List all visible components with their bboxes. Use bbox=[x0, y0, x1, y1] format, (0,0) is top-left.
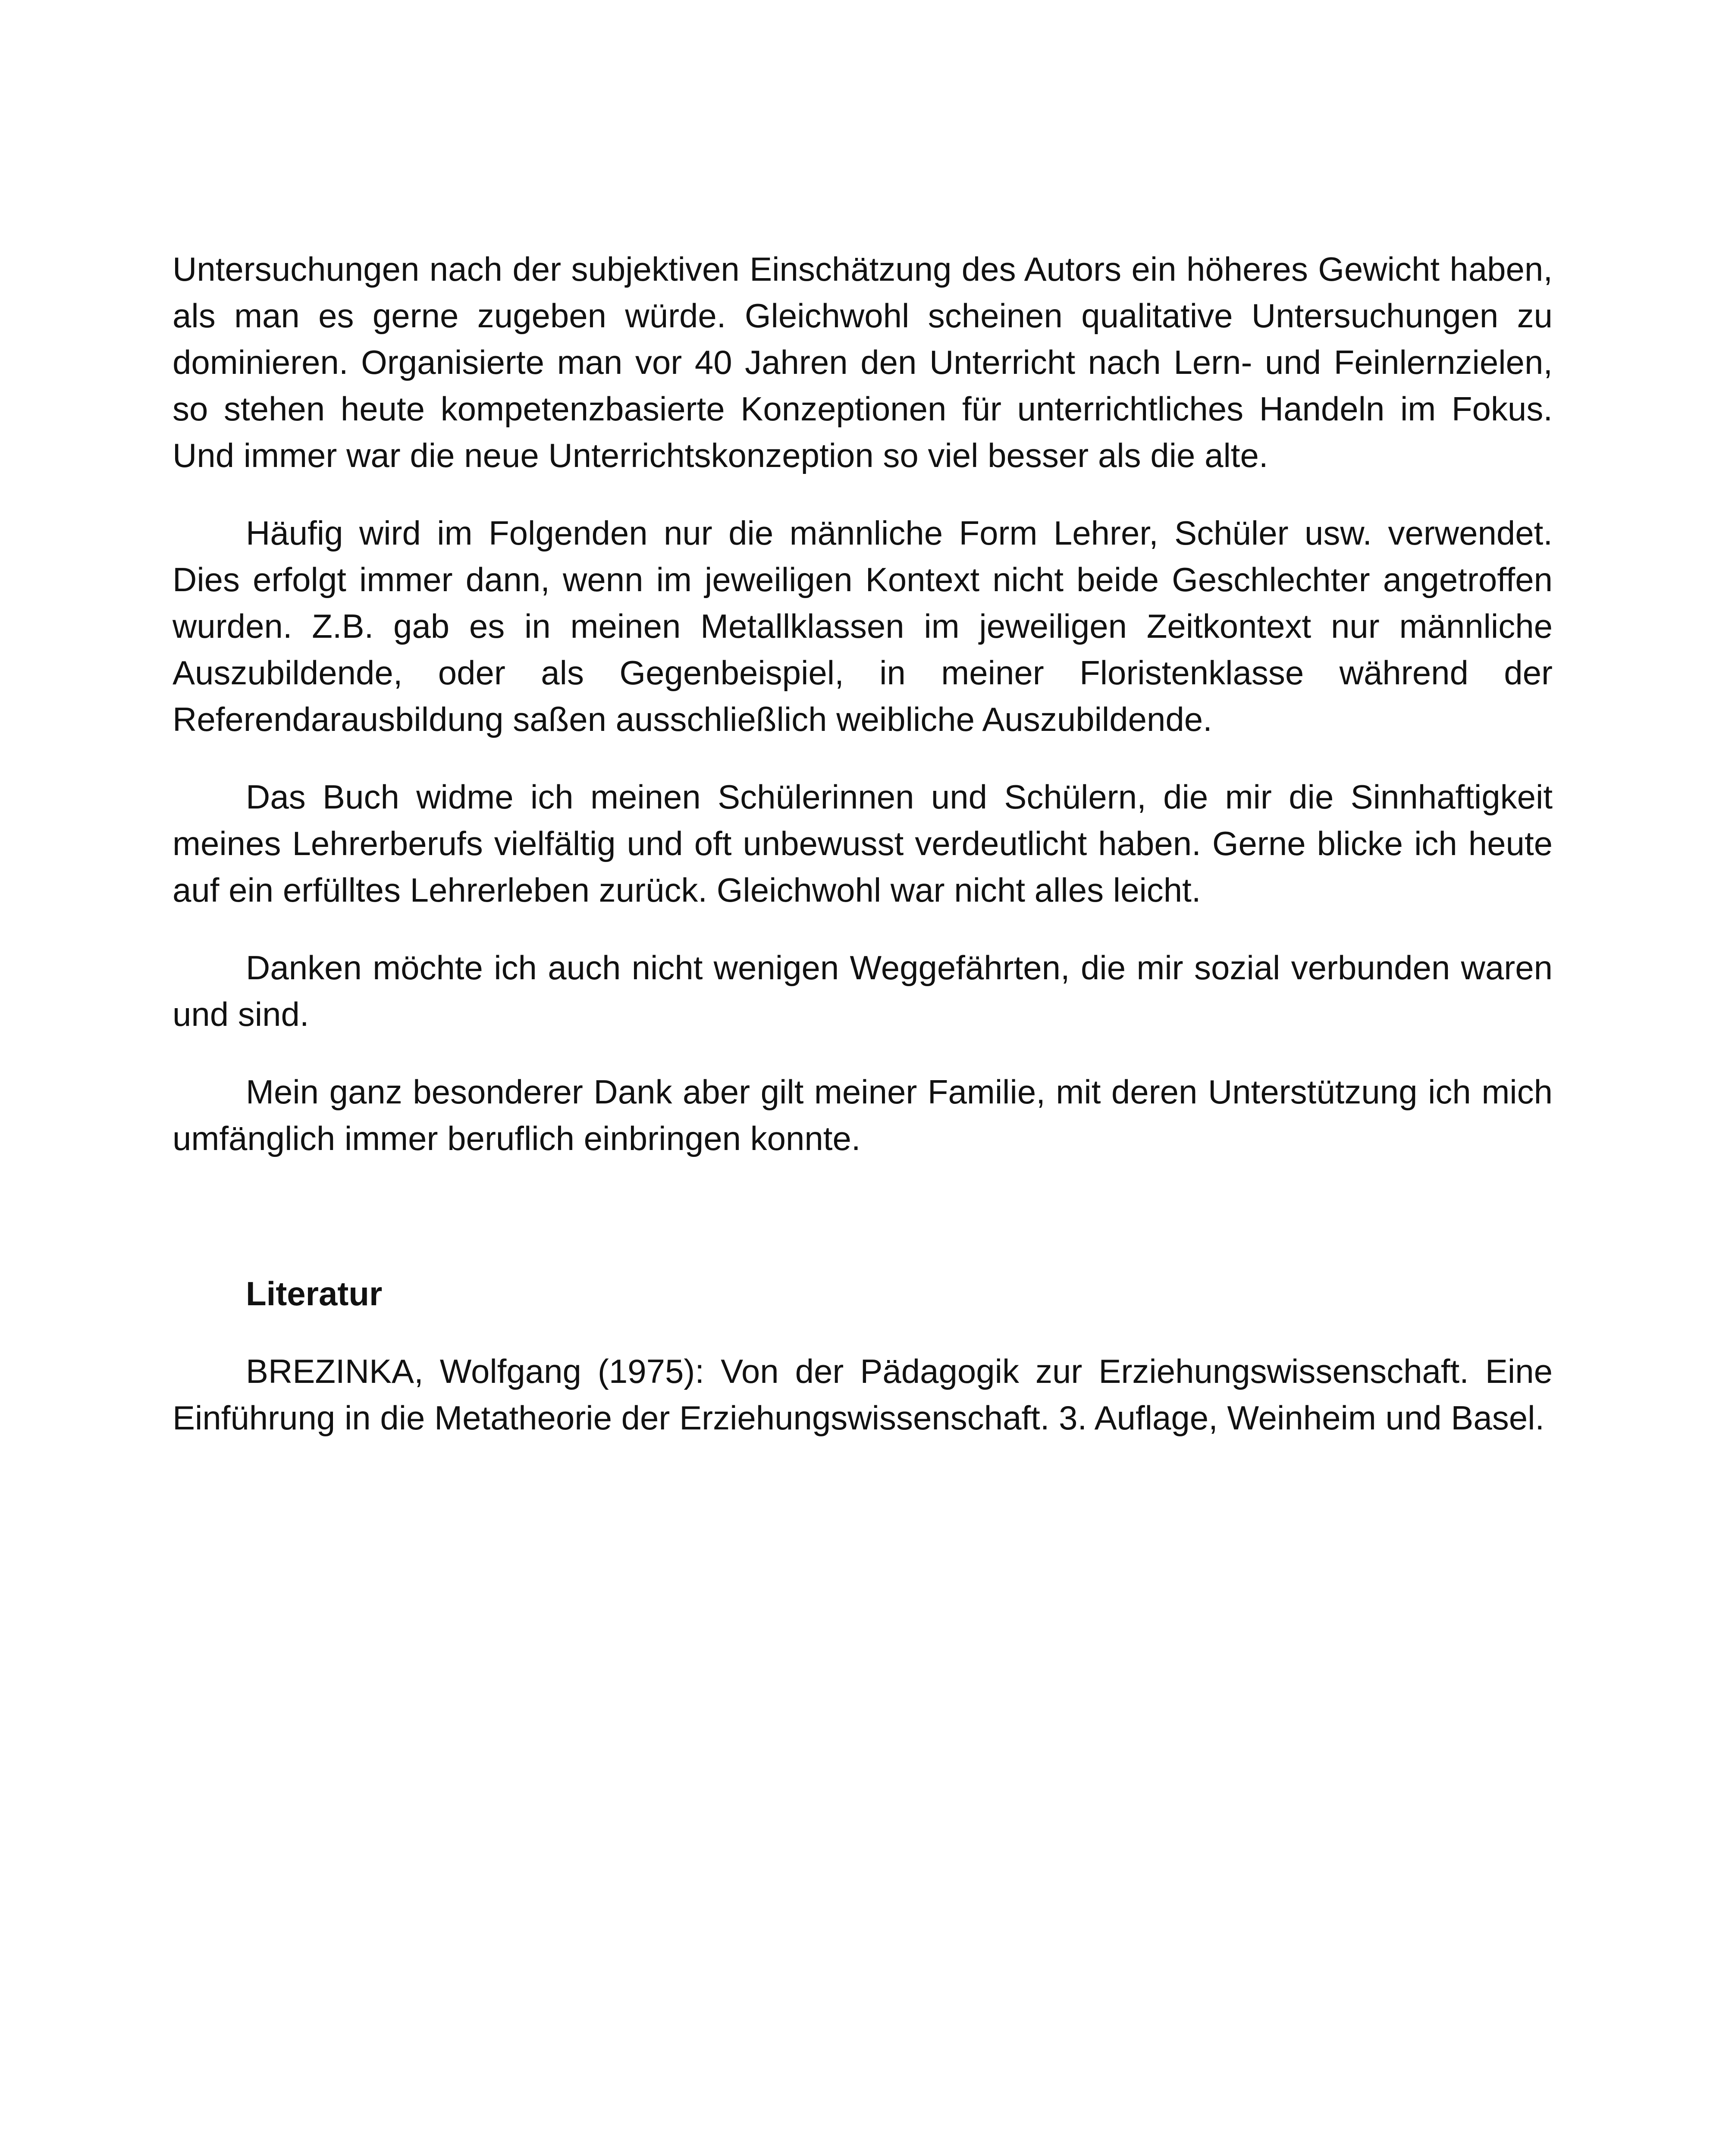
paragraph-gender-note: Häufig wird im Folgenden nur die männliche Form Lehrer, Schüler usw. verwendet. Dies erfolgt immer dann, wenn im jeweiligen Kontext nicht beide Geschlechter angetroffen wurden. Z.B. gab es in meinen Metallklassen im jeweiligen Zeitkontext nur männliche Auszubildende, oder als Gegenbeispiel, in meiner Floristenklasse während der Referendarausbildung saßen ausschließlich weibliche Auszubildende. bbox=[173, 514, 1553, 738]
literature-heading: Literatur bbox=[246, 1275, 383, 1313]
paragraph-family: Mein ganz besonderer Dank aber gilt meiner Familie, mit deren Unterstützung ich mich umfänglich immer beruflich einbringen konnte. bbox=[173, 1073, 1553, 1157]
paragraph-continuation: Untersuchungen nach der subjektiven Einschätzung des Autors ein höheres Gewicht haben, als man es gerne zugeben würde. Gleichwohl scheinen qualitative Untersuchungen zu dominieren. Organisierte man vor 40 Jahren den Unterricht nach Lern- und Feinlernzielen, so stehen heute kompetenzbasierte Konzeptionen für unterrichtliches Handeln im Fokus. Und immer war die neue Unterrichtskonzeption so viel besser als die alte. bbox=[173, 250, 1553, 474]
paragraph-dedication: Das Buch widme ich meinen Schülerinnen und Schülern, die mir die Sinnhaftigkeit meines Lehrerberufs vielfältig und oft unbewusst verdeutlicht haben. Gerne blicke ich heute auf ein erfülltes Lehrerleben zurück. Gleichwohl war nicht alles leicht. bbox=[173, 778, 1553, 909]
body-text bbox=[173, 246, 1553, 1441]
literature-entry: BREZINKA, Wolfgang (1975): Von der Pädagogik zur Erziehungswissenschaft. Eine Einführung in die Metatheorie der Erziehungswissenschaft. 3. Auflage, Weinheim und Basel. bbox=[173, 1352, 1553, 1437]
paragraph-thanks: Danken möchte ich auch nicht wenigen Weggefährten, die mir sozial verbunden waren und sind. bbox=[173, 949, 1553, 1033]
